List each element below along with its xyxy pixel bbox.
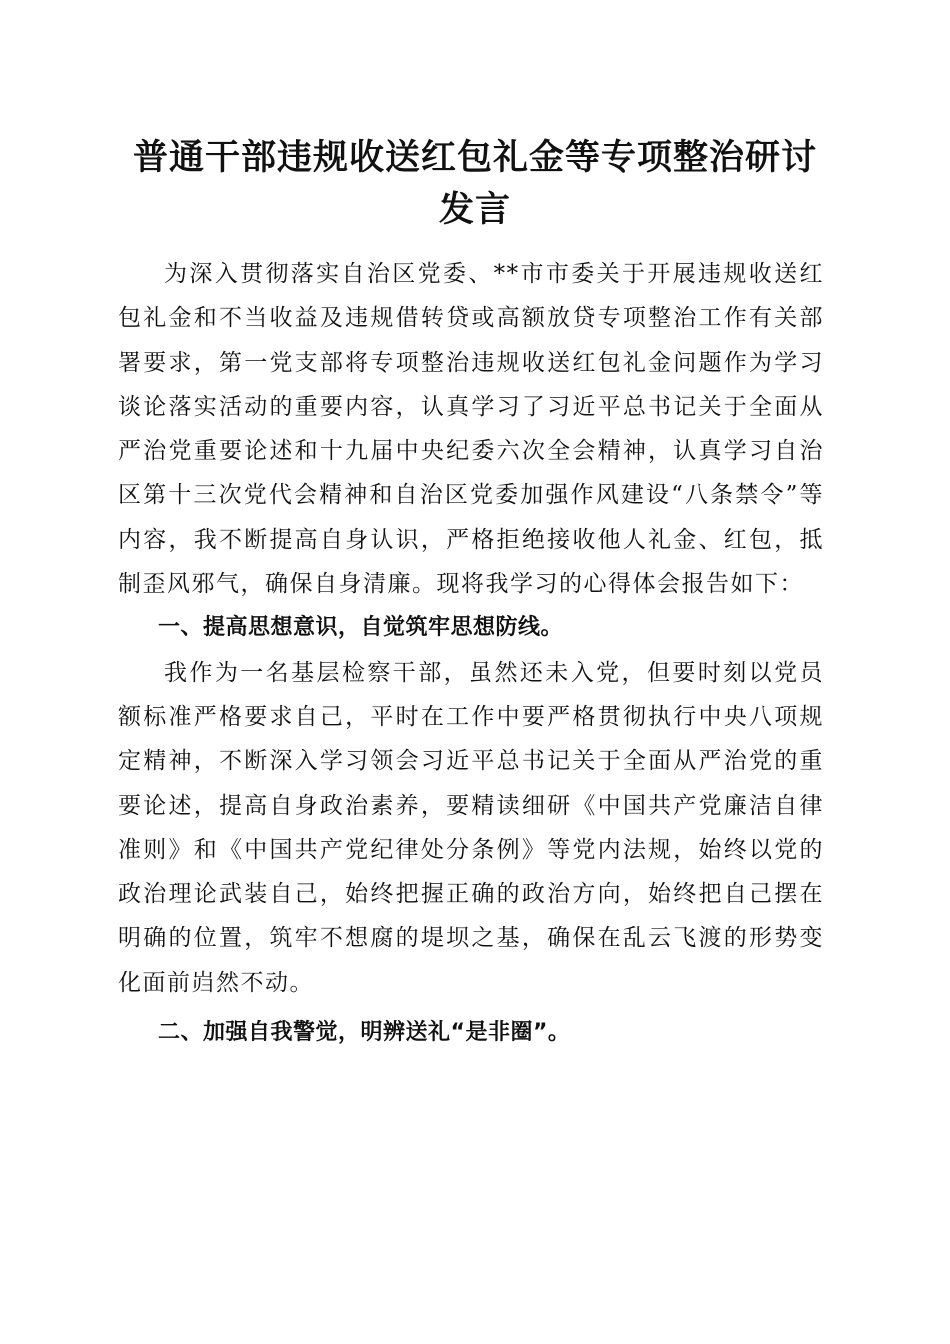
intro-paragraph: 为深入贯彻落实自治区党委、**市市委关于开展违规收送红包礼金和不当收益及违规借转贷或高额放贷专项整治工作有关部署要求，第一党支部将专项整治违规收送红包礼金问题作为学习谈论落实活动的重要内容，认真学习了习近平总书记关于全面从严治党重要论述和十九届中央纪委六次全会精神，认真学习自治区第十三次党代会精神和自治区党委加强作风建设“八条禁令”等内容，我不断提高自身认识，严格拒绝接收他人礼金、红包，抵制歪风邪气，确保自身清廉。现将我学习的心得体会报告如下： (118, 261, 824, 598)
section-2-heading: 二、加强自我警觉，明辨送礼“是非圈”。 (158, 1020, 571, 1046)
section-1-paragraph: 我作为一名基层检察干部，虽然还未入党，但要时刻以党员额标准严格要求自己，平时在工作中要严格贯彻执行中央八项规定精神，不断深入学习领会习近平总书记关于全面从严治党的重要论述，提高自身政治素养，要精读细研《中国共产党廉洁自律准则》和《中国共产党纪律处分条例》等党内法规，始终以党的政治理论武装自己，始终把握正确的政治方向，始终把自己摆在明确的位置，筑牢不想腐的堤坝之基，确保在乱云飞渡的形势变化面前岿然不动。 (118, 659, 824, 996)
document-body (118, 252, 824, 1055)
document-title: 普通干部违规收送红包礼金等专项整治研讨发言 (132, 137, 817, 230)
section-1-heading: 一、提高思想意识，自觉筑牢思想防线。 (158, 615, 564, 641)
